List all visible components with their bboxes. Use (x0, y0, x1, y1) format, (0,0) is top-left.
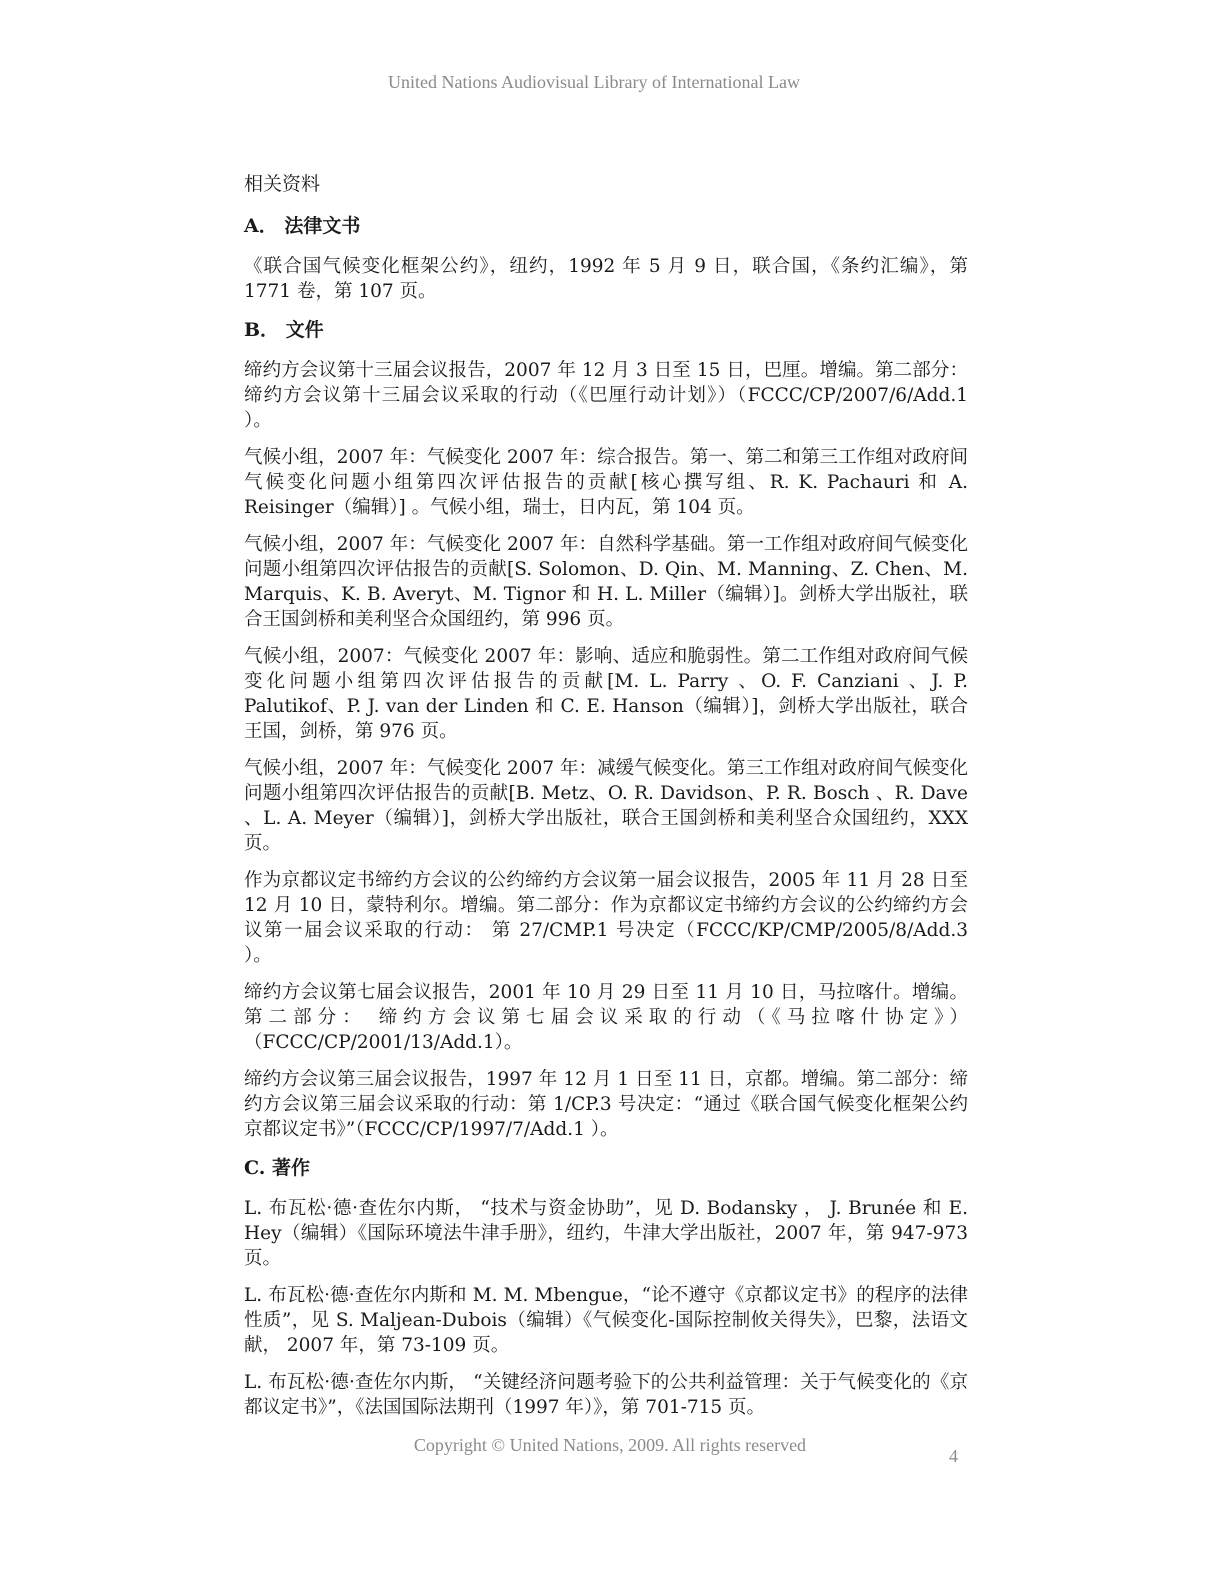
section-a-title: A． 法律文书 (244, 215, 361, 237)
reference-item: 气候小组，2007 年：气候变化 2007 年：自然科学基础。第一工作组对政府间气候变化问题小组第四次评估报告的贡献[S. Solomon、D. Qin、M. Manning、Z. Chen、M. Marquis、K. B. Averyt、M. Tignor 和 H. L. Miller（编辑）]。剑桥大学出版社，联合王国剑桥和美利坚合众国纽约，第 996 页。 (244, 534, 968, 630)
reference-item: 作为京都议定书缔约方会议的公约缔约方会议第一届会议报告，2005 年 11 月 28 日至 12 月 10 日，蒙特利尔。增编。第二部分：作为京都议定书缔约方会议的公约缔约方会议第一届会议采取的行动： 第 27/CMP.1 号决定（FCCC/KP/CMP/2005/8/Add.3 ）。 (244, 870, 968, 966)
reference-item: 《联合国气候变化框架公约》，纽约，1992 年 5 月 9 日，联合国，《条约汇编》，第 1771 卷，第 107 页。 (244, 256, 968, 302)
reference-item: 缔约方会议第七届会议报告，2001 年 10 月 29 日至 11 月 10 日，马拉喀什。增编。第二部分： 缔约方会议第七届会议采取的行动（《马拉喀什协定》）（FCCC/CP/2001/13/Add.1）。 (244, 982, 968, 1053)
reference-item: L. 布瓦松·德·查佐尔内斯， “关键经济问题考验下的公共利益管理：关于气候变化的《京都议定书》”，《法国国际法期刊（1997 年）》，第 701-715 页。 (244, 1372, 968, 1418)
section-c-title: C. 著作 (244, 1157, 311, 1179)
reference-item: L. 布瓦松·德·查佐尔内斯和 M. M. Mbengue，“论不遵守《京都议定书》的程序的法律性质”，见 S. Maljean-Dubois（编辑）《气候变化-国际控制攸关得失》，巴黎，法语文献， 2007 年，第 73-109 页。 (244, 1285, 968, 1356)
copyright-footer: Copyright © United Nations, 2009. All rights reserved (413, 1435, 807, 1455)
reference-item: 气候小组，2007：气候变化 2007 年：影响、适应和脆弱性。第二工作组对政府间气候变化问题小组第四次评估报告的贡献[M. L. Parry 、O. F. Canziani 、J. P. Palutikof、P. J. van der Linden 和 C. E. Hanson（编辑）]，剑桥大学出版社，联合王国，剑桥，第 976 页。 (244, 646, 968, 742)
reference-item: L. 布瓦松·德·查佐尔内斯， “技术与资金协助”，见 D. Bodansky ， J. Brunée 和 E. Hey（编辑）《国际环境法牛津手册》，纽约，牛津大学出版社，2007 年，第 947-973 页。 (244, 1198, 968, 1269)
document-body (244, 170, 968, 1432)
page-number: 4 (949, 1446, 958, 1466)
reference-item: 缔约方会议第十三届会议报告，2007 年 12 月 3 日至 15 日，巴厘。增编。第二部分： 缔约方会议第十三届会议采取的行动（《巴厘行动计划》）（FCCC/CP/2007/6/Add.1 ）。 (244, 360, 968, 431)
reference-item: 缔约方会议第三届会议报告，1997 年 12 月 1 日至 11 日，京都。增编。第二部分：缔约方会议第三届会议采取的行动：第 1/CP.3 号决定：“通过《联合国气候变化框架公约京都议定书》”（FCCC/CP/1997/7/Add.1 ）。 (244, 1069, 968, 1140)
section-b-title: B． 文件 (244, 319, 324, 341)
reference-item: 气候小组，2007 年：气候变化 2007 年：减缓气候变化。第三工作组对政府间气候变化问题小组第四次评估报告的贡献[B. Metz、O. R. Davidson、P. R. Bosch 、R. Dave 、L. A. Meyer（编辑）]，剑桥大学出版社，联合王国剑桥和美利坚合众国纽约，XXX 页。 (244, 758, 968, 854)
document-heading: 相关资料 (244, 173, 321, 195)
reference-item: 气候小组，2007 年：气候变化 2007 年：综合报告。第一、第二和第三工作组对政府间气候变化问题小组第四次评估报告的贡献[核心撰写组、R. K. Pachauri 和 A. Reisinger（编辑）] 。气候小组，瑞士，日内瓦，第 104 页。 (244, 447, 968, 518)
page-header: United Nations Audiovisual Library of International Law (388, 72, 800, 92)
